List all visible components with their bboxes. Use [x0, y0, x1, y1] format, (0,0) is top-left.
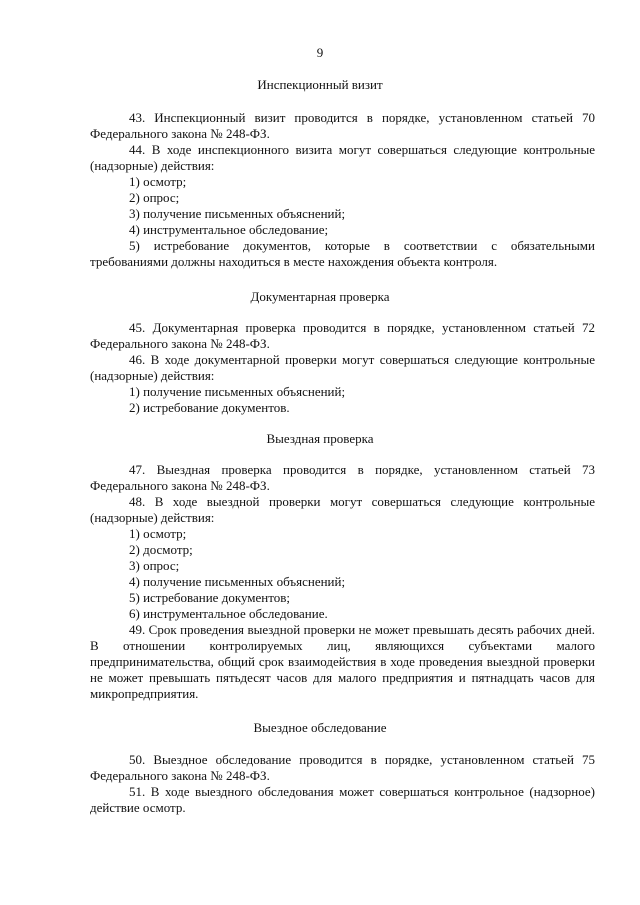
paragraph-46: 46. В ходе документарной проверки могут совершаться следующие контрольные (надзорные) действия:	[90, 352, 595, 383]
list-item: 2) досмотр;	[129, 542, 193, 557]
paragraph-45: 45. Документарная проверка проводится в порядке, установленном статьей 72 Федерального закона № 248-ФЗ.	[90, 320, 595, 351]
page-number: 9	[316, 45, 324, 60]
list-item: 3) опрос;	[129, 558, 180, 573]
heading-inspection-visit: Инспекционный визит	[257, 77, 383, 92]
paragraph-51: 51. В ходе выездного обследования может совершаться контрольное (надзорное) действие осмотр.	[90, 784, 595, 815]
section-onsite-survey-body	[90, 752, 595, 816]
list-item: 1) получение письменных объяснений;	[129, 384, 346, 399]
list-item: 5) истребование документов;	[129, 590, 290, 605]
paragraph-43: 43. Инспекционный визит проводится в порядке, установленном статьей 70 Федерального закона № 248-ФЗ.	[90, 110, 595, 141]
list-item: 5) истребование документов, которые в соответствии с обязательными требованиями должны находиться в месте нахождения объекта контроля.	[90, 238, 595, 269]
section-documentary-check-body	[90, 320, 595, 416]
paragraph-48: 48. В ходе выездной проверки могут совершаться следующие контрольные (надзорные) действия:	[90, 494, 595, 525]
heading-onsite-survey: Выездное обследование	[253, 720, 387, 735]
section-inspection-visit-body	[90, 110, 595, 270]
paragraph-50: 50. Выездное обследование проводится в порядке, установленном статьей 75 Федерального закона № 248-ФЗ.	[90, 752, 595, 783]
heading-documentary-check: Документарная проверка	[250, 289, 390, 304]
list-item: 2) опрос;	[129, 190, 180, 205]
heading-onsite-check: Выездная проверка	[266, 431, 374, 446]
paragraph-49: 49. Срок проведения выездной проверки не может превышать десять рабочих дней. В отношении контролируемых лиц, являющихся субъектами малого предпринимательства, общий срок взаимодействия в ходе проведения выездной проверки не может превышать пятьдесят часов для малого предприятия и пятнадцать часов для микропредприятия.	[90, 622, 595, 701]
paragraph-47: 47. Выездная проверка проводится в порядке, установленном статьей 73 Федерального закона № 248-ФЗ.	[90, 462, 595, 493]
list-item: 1) осмотр;	[129, 526, 187, 541]
list-item: 2) истребование документов.	[129, 400, 290, 415]
list-item: 4) получение письменных объяснений;	[129, 574, 346, 589]
list-item: 4) инструментальное обследование;	[129, 222, 329, 237]
list-item: 1) осмотр;	[129, 174, 187, 189]
list-item: 6) инструментальное обследование.	[129, 606, 328, 621]
list-item: 3) получение письменных объяснений;	[129, 206, 346, 221]
paragraph-44: 44. В ходе инспекционного визита могут совершаться следующие контрольные (надзорные) действия:	[90, 142, 595, 173]
section-onsite-check-body	[90, 462, 595, 702]
